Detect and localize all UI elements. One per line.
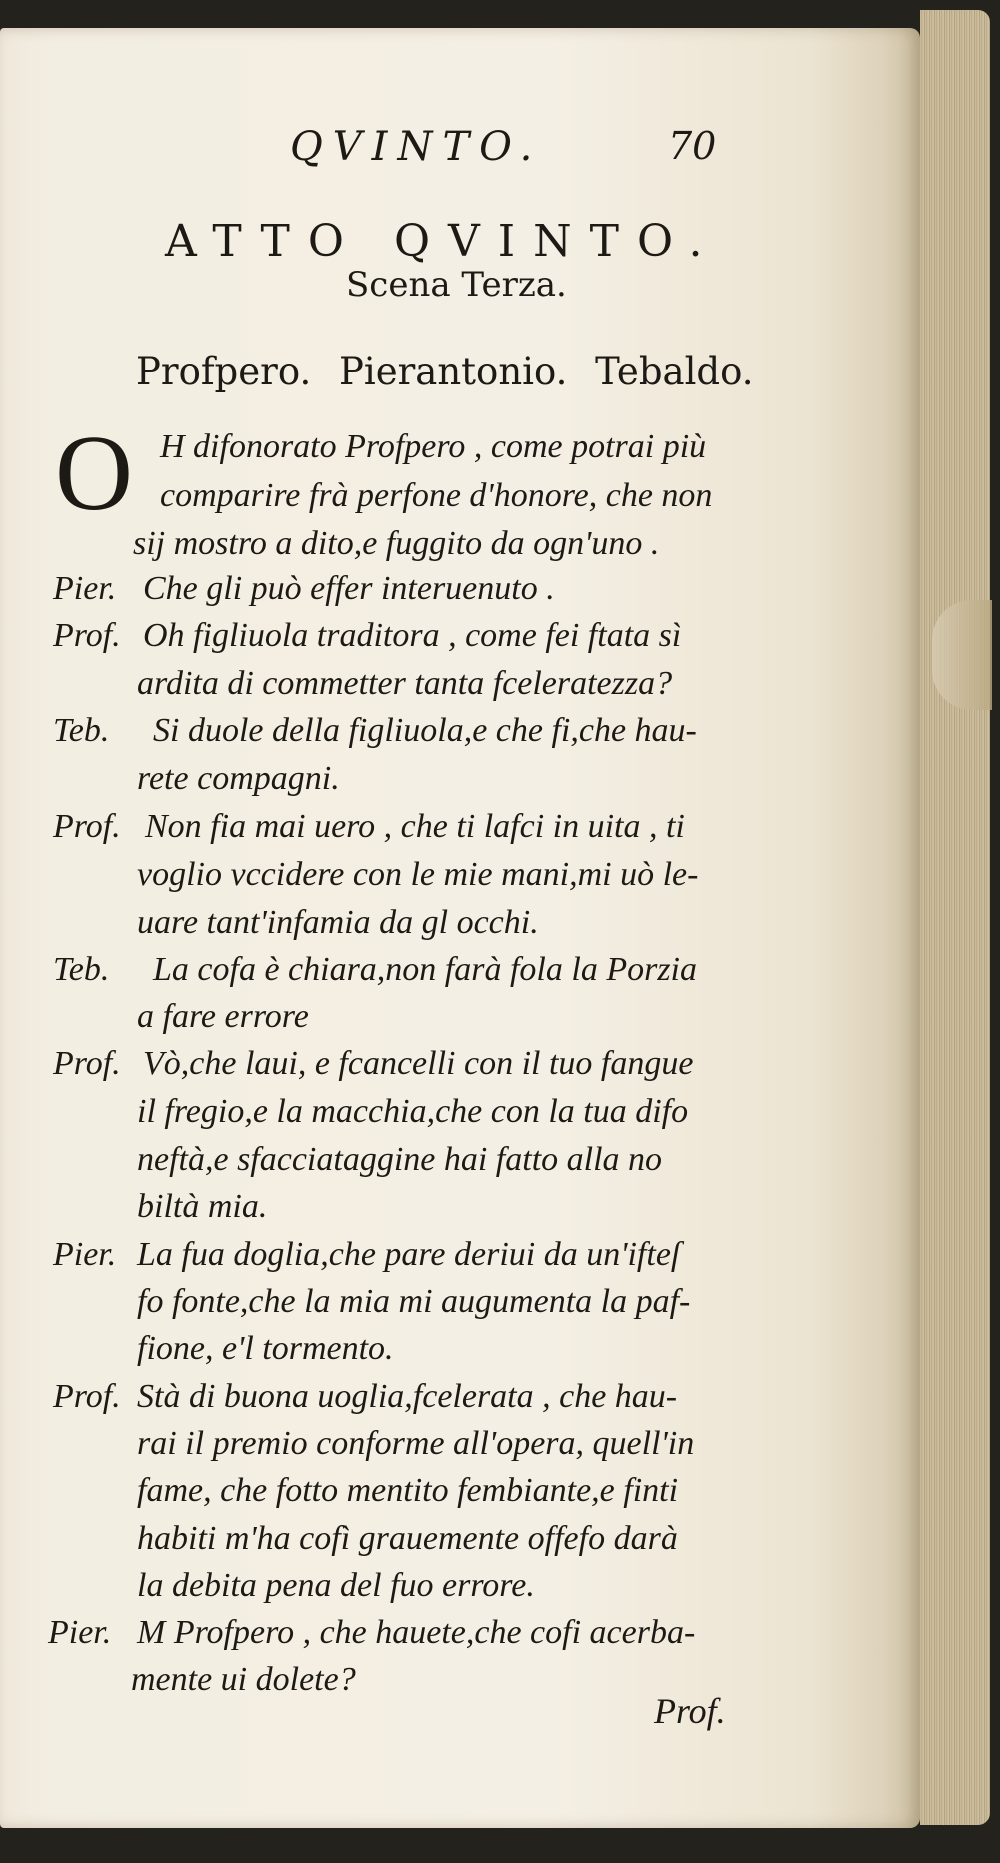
speech-line: rete compagni. (137, 760, 340, 797)
speech-line: Vò,che laui, e fcancelli con il tuo fangue (143, 1045, 694, 1082)
page-edges (920, 10, 990, 1825)
speech-line: La cofa è chiara,non farà fola la Porzia (153, 951, 697, 988)
speech-line: La fua doglia,che pare deriui da un'ifteſ (137, 1236, 681, 1273)
speech-line: Che gli può effer interuenuto . (143, 570, 555, 607)
speaker-label: Prof. (53, 1378, 121, 1415)
speaker-label: Prof. (53, 808, 121, 845)
character-list: Profpero. Pierantonio. Tebaldo. (136, 350, 754, 393)
scene-title: Scena Terza. (346, 265, 567, 305)
opening-line: sij mostro a dito,e fuggito da ogn'uno . (133, 525, 660, 562)
book-page (0, 28, 920, 1828)
speaker-label: Teb. (53, 951, 110, 988)
drop-cap: O (55, 414, 133, 533)
speech-line: M Profpero , che hauete,che cofi acerba- (137, 1614, 696, 1651)
speaker-label: Pier. (48, 1614, 112, 1651)
speech-line: fo fonte,che la mia mi augumenta la paf- (137, 1283, 691, 1320)
speech-line: ardita di commetter tanta fceleratezza? (137, 665, 673, 702)
speech-line: fione, e'l tormento. (137, 1330, 394, 1367)
speaker-label: Pier. (53, 570, 117, 607)
speaker-label: Prof. (53, 1045, 121, 1082)
speech-line: Stà di buona uoglia,fcelerata , che hau- (137, 1378, 678, 1415)
speech-line: uare tant'infamia da gl occhi. (137, 904, 539, 941)
speech-line: fame, che fotto mentito fembiante,e finti (137, 1472, 679, 1509)
opening-line: H difonorato Profpero , come potrai più (160, 428, 707, 465)
speech-line: rai il premio conforme all'opera, quell'in (137, 1425, 695, 1462)
speech-line: voglio vccidere con le mie mani,mi uò le- (137, 856, 699, 893)
speech-line: neftà,e sfacciataggine hai fatto alla no (137, 1141, 663, 1178)
opening-line: comparire frà perfone d'honore, che non (160, 477, 713, 514)
speech-line: habiti m'ha cofì grauemente offefo darà (137, 1520, 678, 1557)
speech-line: Oh figliuola traditora , come fei ftata sì (143, 617, 682, 654)
page-tab (932, 600, 992, 710)
running-title: QVINTO. (290, 124, 543, 170)
speech-line: a fare errore (137, 998, 309, 1035)
speech-line: Non fia mai uero , che ti lafci in uita , ti (145, 808, 685, 845)
act-title: ATTO QVINTO. (165, 216, 721, 267)
speech-line: la debita pena del fuo errore. (137, 1567, 535, 1604)
speech-line: biltà mia. (137, 1188, 268, 1225)
speaker-label: Pier. (53, 1236, 117, 1273)
speech-line: mente ui dolete? (131, 1661, 356, 1698)
speech-line: il fregio,e la macchia,che con la tua difo (137, 1093, 689, 1130)
page-number: 70 (668, 124, 717, 168)
catchword: Prof. (654, 1691, 726, 1731)
speaker-label: Teb. (53, 712, 110, 749)
speaker-label: Prof. (53, 617, 121, 654)
speech-line: Si duole della figliuola,e che fi,che hau- (153, 712, 697, 749)
